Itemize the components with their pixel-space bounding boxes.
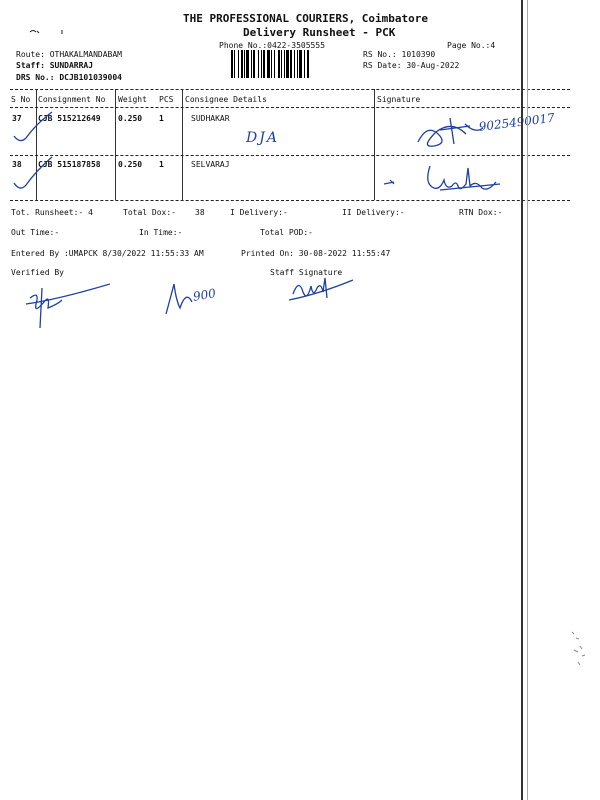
- col-header-pcs: PCS: [159, 95, 174, 104]
- col-header-sno: S No: [11, 95, 31, 104]
- handwritten-note-dja: DJA: [246, 130, 279, 146]
- row-consignee: SELVARAJ: [191, 160, 230, 169]
- row-consignee: SUDHAKAR: [191, 114, 230, 123]
- rs-date: RS Date: 30-Aug-2022: [363, 61, 460, 70]
- row-consignment: CJB 515212649: [38, 114, 101, 123]
- col-divider-3: [182, 89, 183, 200]
- rs-number: RS No.: 1010390: [363, 50, 436, 59]
- col-header-consignment: Consignment No: [38, 95, 106, 104]
- scan-noise: [560, 620, 600, 680]
- row-pcs: 1: [159, 160, 164, 169]
- recipient-signature-row1: [410, 110, 490, 155]
- corner-scribble: [28, 26, 68, 38]
- col-header-consignee: Consignee Details: [185, 95, 267, 104]
- handwritten-verifier-number: 900: [191, 286, 217, 304]
- col-divider-4: [374, 89, 375, 200]
- handwritten-phone-number: 9025490017: [478, 110, 556, 134]
- total-dox-label: Total Dox:-: [123, 208, 176, 217]
- row-sno: 38: [12, 160, 22, 169]
- total-dox-value: 38: [195, 208, 205, 217]
- row-sno: 37: [12, 114, 22, 123]
- row-pcs: 1: [159, 114, 164, 123]
- recipient-signature-row2: [380, 160, 530, 198]
- table-bottom-rule: [10, 200, 570, 201]
- staff-signature: [285, 272, 365, 312]
- phone-number: Phone No.:0422-3505555: [219, 41, 325, 50]
- i-delivery: I Delivery:-: [230, 208, 288, 217]
- tot-runsheet: Tot. Runsheet:- 4: [11, 208, 93, 217]
- tick-mark-row2: [10, 155, 60, 197]
- barcode: [231, 50, 353, 78]
- in-time: In Time:-: [139, 228, 183, 237]
- verified-by-label: Verified By: [11, 268, 64, 277]
- document-title: Delivery Runsheet - PCK: [243, 26, 396, 39]
- drs-number: DRS No.: DCJB101039004: [16, 73, 122, 82]
- col-header-signature: Signature: [377, 95, 421, 104]
- company-name: THE PROFESSIONAL COURIERS, Coimbatore: [183, 12, 429, 25]
- row-separator: [10, 155, 570, 156]
- printed-on: Printed On: 30-08-2022 11:55:47: [241, 249, 391, 258]
- row-weight: 0.250: [118, 160, 143, 169]
- total-pod: Total POD:-: [260, 228, 313, 237]
- out-time: Out Time:-: [11, 228, 60, 237]
- verified-by-signature: [20, 278, 110, 330]
- page-number: Page No.:4: [447, 41, 496, 50]
- col-divider-2: [115, 89, 116, 200]
- row-weight: 0.250: [118, 114, 143, 123]
- entered-by: Entered By :UMAPCK 8/30/2022 11:55:33 AM: [11, 249, 204, 258]
- ii-delivery: II Delivery:-: [342, 208, 405, 217]
- route-label: Route: OTHAKALMANDABAM: [16, 50, 122, 59]
- table-header-rule: [10, 107, 570, 108]
- scan-edge-line-faint: [527, 0, 528, 800]
- row-consignment: CJB 515187858: [38, 160, 101, 169]
- staff-signature-label: Staff Signature: [270, 268, 343, 277]
- tick-mark-row1: [10, 108, 60, 148]
- staff-label: Staff: SUNDARRAJ: [16, 61, 94, 70]
- scan-edge-line: [521, 0, 523, 800]
- col-header-weight: Weight: [118, 95, 147, 104]
- table-top-rule: [10, 89, 570, 90]
- rtn-dox: RTN Dox:-: [459, 208, 503, 217]
